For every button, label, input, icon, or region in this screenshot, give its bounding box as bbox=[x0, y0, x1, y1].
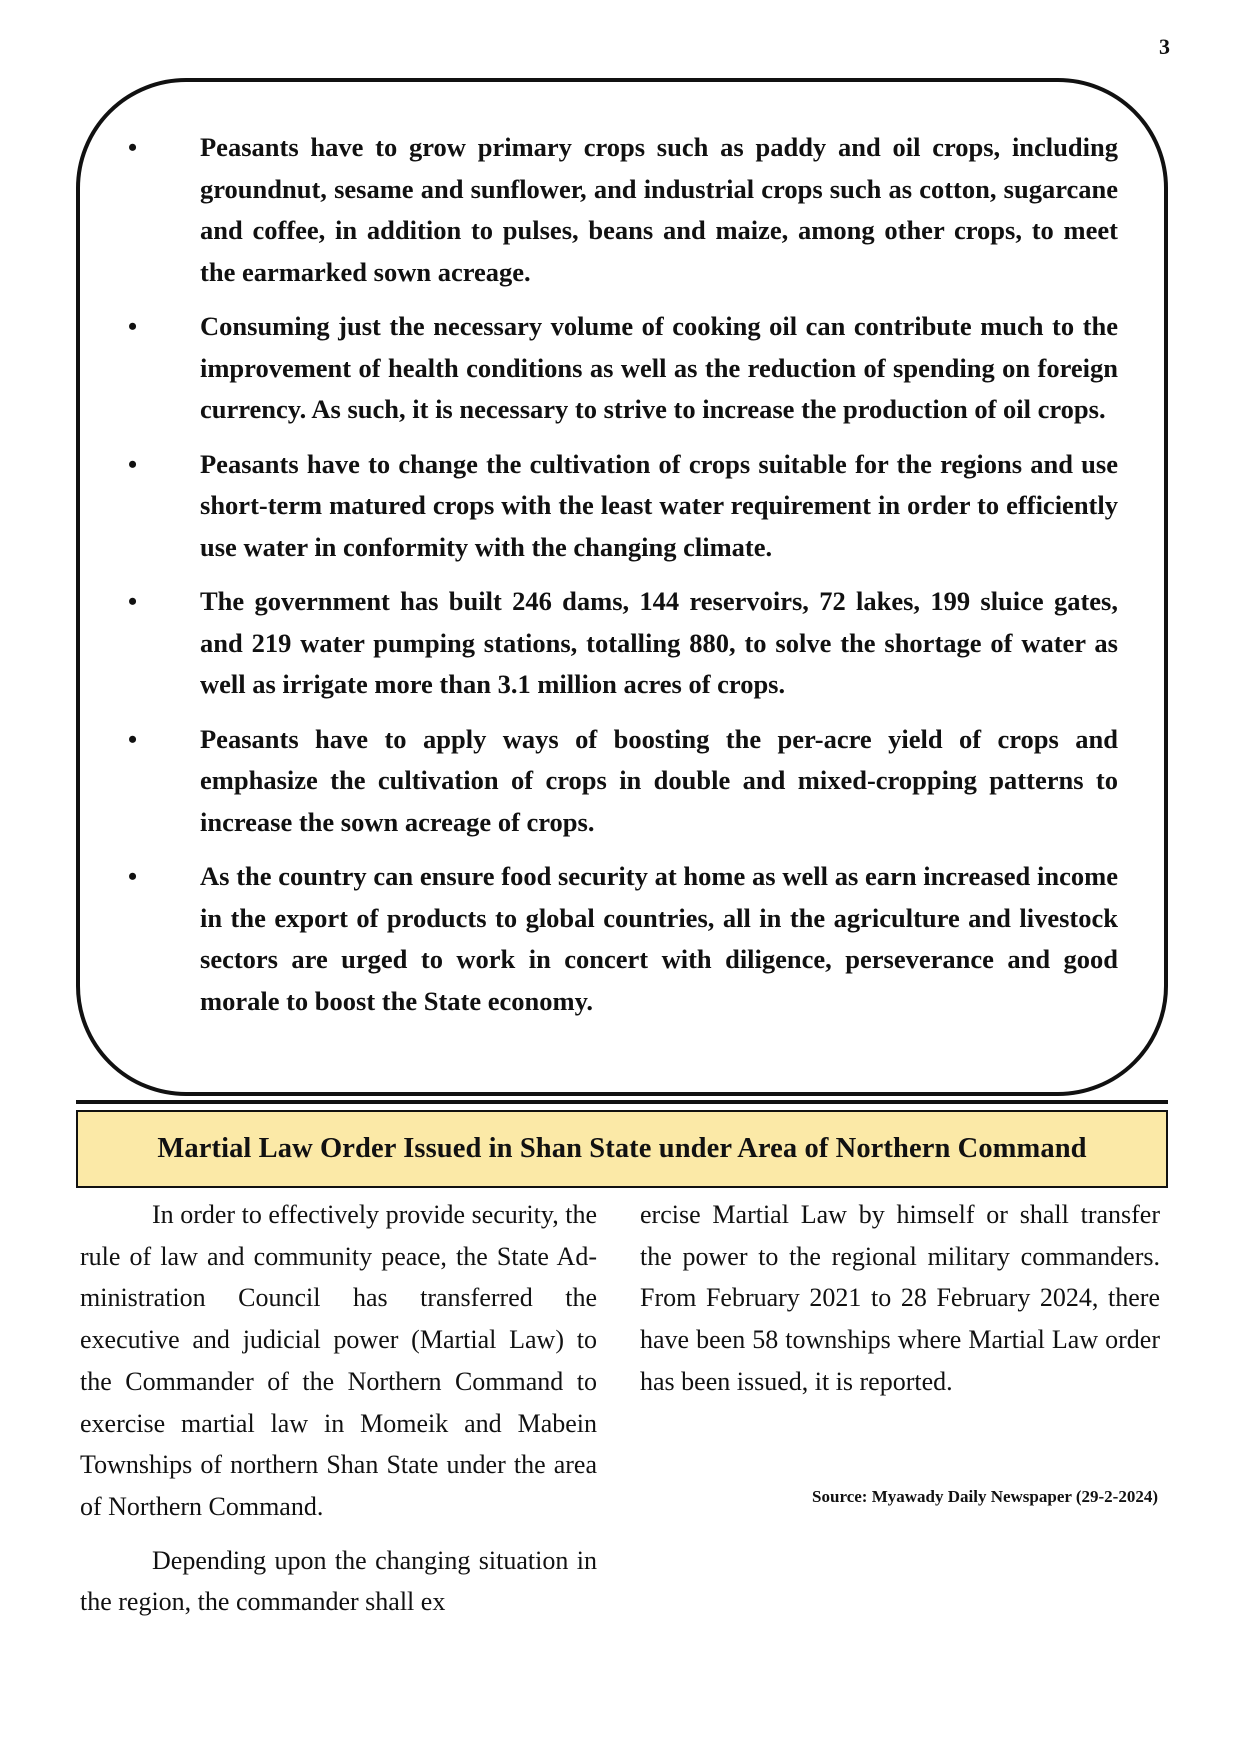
bullet-dot-icon: • bbox=[128, 449, 138, 479]
bullet-text: The government has built 246 dams, 144 reservoirs, 72 lakes, 199 sluice gates, and 219 water pumping stations, totalling 880, to solve the shortage of water as well as irrigate more than 3.1 million acres of crops. bbox=[200, 586, 1118, 699]
article-paragraph: In order to effectively provide security, the rule of law and community peace, the State Ad-ministration Council has transferred the executive and judicial power (Martial Law) to the Commander of the Northern Command to exercise martial law in Momeik and Mabein Townships of northern Shan State under the area of Northern Command. bbox=[80, 1200, 597, 1521]
section-divider bbox=[76, 1100, 1168, 1104]
bullet-dot-icon: • bbox=[128, 724, 138, 754]
bullet-points-box bbox=[76, 78, 1168, 1096]
bullet-dot-icon: • bbox=[128, 133, 138, 162]
bullet-dot-icon: • bbox=[128, 862, 138, 891]
article-right-column bbox=[640, 1194, 1160, 1403]
bullet-text: Peasants have to change the cultivation of crops suitable for the regions and use short-term matured crops with the least water requirement in order to efficiently use water in conformity with the changing climate. bbox=[200, 448, 1118, 562]
page-number: 3 bbox=[1159, 34, 1170, 59]
bullet-item bbox=[120, 444, 1118, 569]
article-paragraph: Depending upon the changing situation in the region, the commander shall ex bbox=[80, 1545, 597, 1617]
article-paragraph-continued: ercise Martial Law by himself or shall transfer the power to the regional military commanders. From February 2021 to 28 February 2024, there have been 58 townships where Martial Law order has been issued, it is reported. bbox=[640, 1200, 1160, 1396]
bullet-text: Peasants have to grow primary crops such as paddy and oil crops, including groundnut, sesame and sunflower, and industrial crops such as cotton, sugarcane and coffee, in addition to pulses, beans and maize, among other crops, to meet the earmarked sown acreage. bbox=[200, 132, 1118, 287]
article-source: Source: Myawady Daily Newspaper (29-2-2024) bbox=[812, 1487, 1158, 1506]
bullet-item bbox=[120, 306, 1118, 431]
bullet-list bbox=[120, 127, 1118, 1035]
article-left-column bbox=[80, 1194, 597, 1623]
bullet-item bbox=[120, 856, 1118, 1022]
article-headline: Martial Law Order Issued in Shan State under Area of Northern Command bbox=[157, 1133, 1087, 1164]
bullet-text: As the country can ensure food security at home as well as earn increased income in the export of products to global countries, all in the agriculture and livestock sectors are urged to work in concert with diligence, perseverance and good morale to boost the State economy. bbox=[200, 861, 1118, 1016]
bullet-item bbox=[120, 581, 1118, 706]
bullet-text: Peasants have to apply ways of boosting the per-acre yield of crops and emphasize the cultivation of crops in double and mixed-cropping patterns to increase the sown acreage of crops. bbox=[200, 723, 1118, 837]
bullet-item bbox=[120, 719, 1118, 844]
article-headline-box bbox=[76, 1110, 1168, 1188]
bullet-dot-icon: • bbox=[128, 312, 138, 341]
bullet-text: Consuming just the necessary volume of cooking oil can contribute much to the improvement of health conditions as well as the reduction of spending on foreign currency. As such, it is necessary to strive to increase the production of oil crops. bbox=[200, 311, 1118, 424]
bullet-dot-icon: • bbox=[128, 587, 138, 616]
bullet-item bbox=[120, 127, 1118, 293]
